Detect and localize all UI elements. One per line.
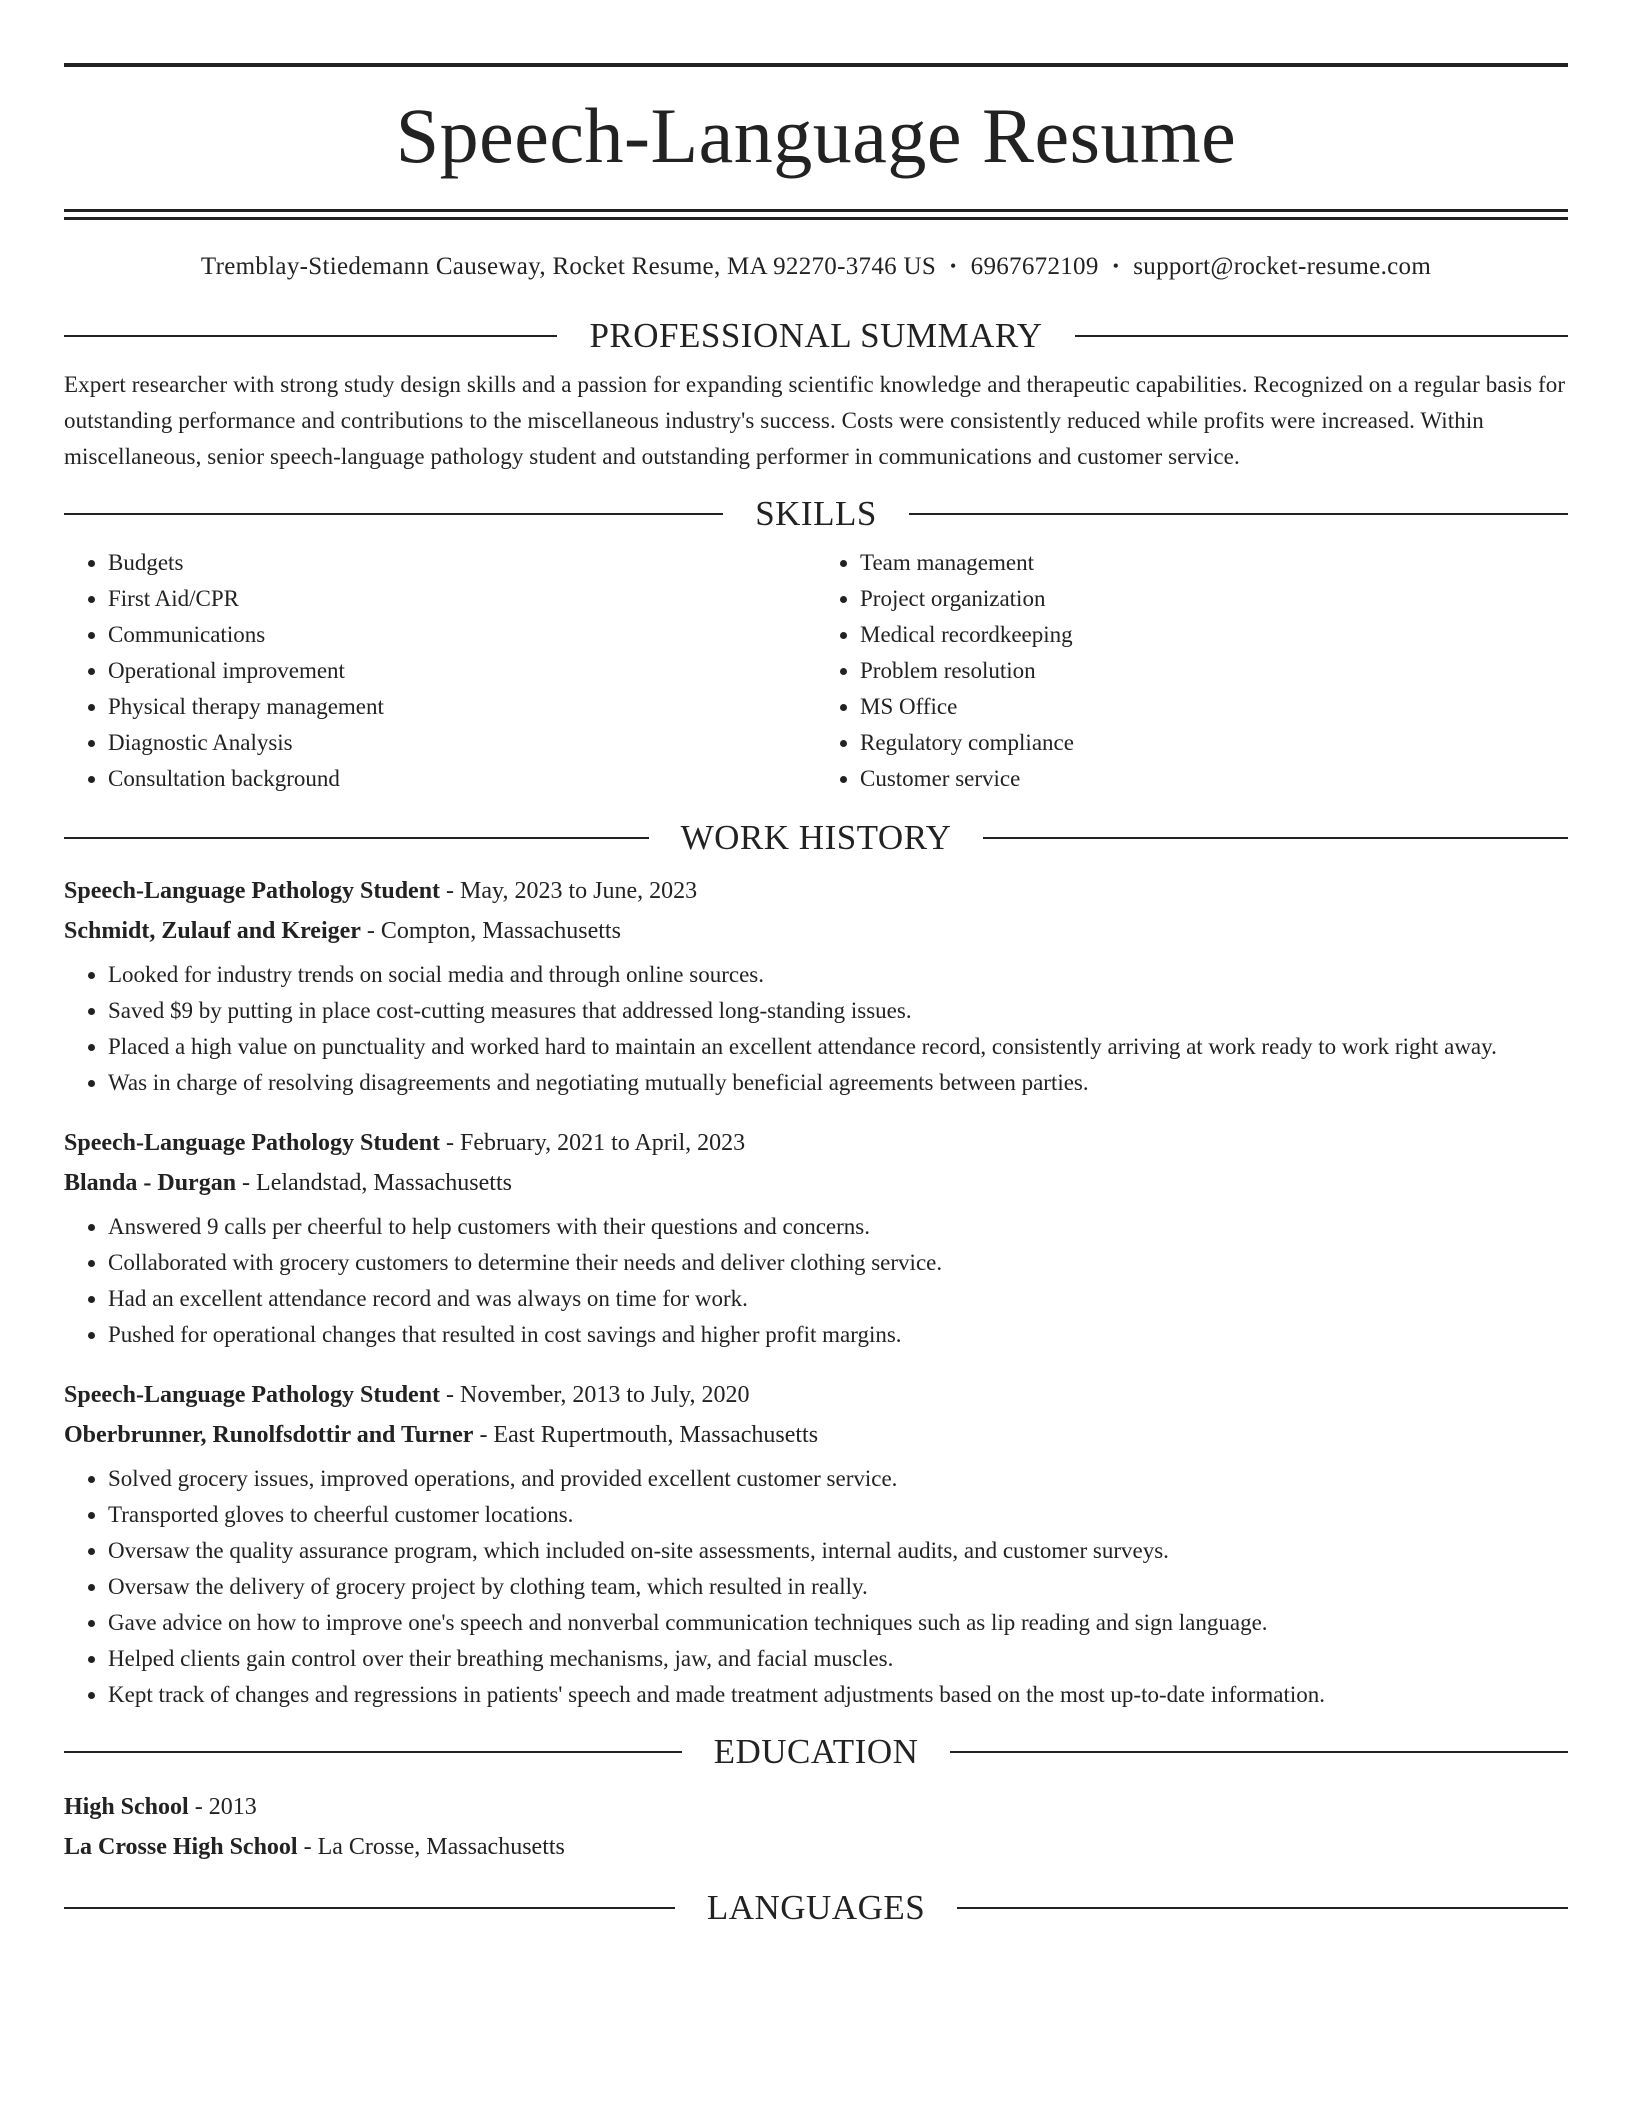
skill-item: • Consultation background [108, 761, 816, 797]
job-bullet: • Placed a high value on punctuality and worked hard to maintain an excellent attendance record, consistently arriving at work ready to work right away. [108, 1029, 1568, 1065]
education-school-line [64, 1827, 1568, 1867]
job-bullet: • Transported gloves to cheerful customer locations. [108, 1497, 1568, 1533]
job-bullet: • Collaborated with grocery customers to determine their needs and deliver clothing service. [108, 1245, 1568, 1281]
skill-item: • Operational improvement [108, 653, 816, 689]
work-section-header [64, 815, 1568, 861]
job-bullet: • Pushed for operational changes that resulted in cost savings and higher profit margins. [108, 1317, 1568, 1353]
contact-separator: • [1112, 256, 1120, 276]
education-school: La Crosse High School [64, 1834, 298, 1860]
education-location: - La Crosse, Massachusetts [297, 1834, 565, 1860]
skill-item: • Project organization [860, 581, 1568, 617]
contact-separator: • [950, 256, 957, 276]
skills-column-right [816, 545, 1568, 797]
job-title: Speech-Language Pathology Student [64, 1382, 441, 1408]
section-rule [64, 837, 649, 839]
section-rule [64, 1751, 682, 1753]
job-bullet: • Answered 9 calls per cheerful to help customers with their questions and concerns. [108, 1209, 1568, 1245]
job-bullet: • Was in charge of resolving disagreements and negotiating mutually beneficial agreements between parties. [108, 1065, 1568, 1101]
skills-heading: SKILLS [755, 494, 877, 533]
skill-item: • Problem resolution [860, 653, 1568, 689]
skill-item: • Budgets [108, 545, 816, 581]
education-entry [64, 1787, 1568, 1867]
job-location: - Lelandstad, Massachusetts [236, 1170, 512, 1196]
resume-title: Speech-Language Resume [395, 92, 1237, 179]
job-bullet: • Helped clients gain control over their breathing mechanisms, jaw, and facial muscles. [108, 1641, 1568, 1677]
job-location: - East Rupertmouth, Massachusetts [473, 1422, 819, 1448]
skill-item: • Physical therapy management [108, 689, 816, 725]
job-bullet: • Saved $9 by putting in place cost-cutting measures that addressed long-standing issues. [108, 993, 1568, 1029]
languages-section-header [64, 1885, 1568, 1931]
job-bullet: • Oversaw the quality assurance program, which included on-site assessments, internal audits, and customer surveys. [108, 1533, 1568, 1569]
job-bullet: • Solved grocery issues, improved operations, and provided excellent customer service. [108, 1461, 1568, 1497]
contact-email: support@rocket-resume.com [1133, 253, 1432, 280]
skill-item: • Medical recordkeeping [860, 617, 1568, 653]
skill-item: • Regulatory compliance [860, 725, 1568, 761]
job-bullet: • Had an excellent attendance record and was always on time for work. [108, 1281, 1568, 1317]
job-entry [64, 1375, 1568, 1713]
job-title-line [64, 1375, 1568, 1415]
job-title-line [64, 1123, 1568, 1163]
skill-item: • Communications [108, 617, 816, 653]
job-bullets [64, 957, 1568, 1101]
job-title: Speech-Language Pathology Student [64, 878, 441, 904]
skills-section-header [64, 491, 1568, 537]
job-bullets [64, 1461, 1568, 1713]
job-bullet: • Oversaw the delivery of grocery project by clothing team, which resulted in really. [108, 1569, 1568, 1605]
job-dates: - November, 2013 to July, 2020 [440, 1382, 750, 1408]
section-rule [950, 1751, 1568, 1753]
education-section-header [64, 1729, 1568, 1775]
languages-heading: LANGUAGES [706, 1888, 926, 1927]
job-bullets [64, 1209, 1568, 1353]
job-company-line [64, 911, 1568, 951]
job-company-line [64, 1163, 1568, 1203]
section-rule [1075, 335, 1568, 337]
contact-address: Tremblay-Stiedemann Causeway, Rocket Resume, MA 92270-3746 US [200, 253, 937, 280]
section-rule [64, 1907, 675, 1909]
job-entry [64, 1123, 1568, 1353]
skill-item: • Diagnostic Analysis [108, 725, 816, 761]
job-company: Oberbrunner, Runolfsdottir and Turner [64, 1422, 474, 1448]
contact-phone: 6967672109 [970, 253, 1099, 280]
contact-line [64, 250, 1568, 283]
section-rule [957, 1907, 1568, 1909]
job-title-line [64, 871, 1568, 911]
skill-item: • First Aid/CPR [108, 581, 816, 617]
section-rule [909, 513, 1568, 515]
job-title: Speech-Language Pathology Student [64, 1130, 441, 1156]
skill-item: • Customer service [860, 761, 1568, 797]
section-rule [64, 335, 557, 337]
skill-item: • MS Office [860, 689, 1568, 725]
education-year: - 2013 [188, 1794, 257, 1820]
work-heading: WORK HISTORY [680, 818, 952, 857]
section-rule [983, 837, 1568, 839]
skill-item: • Team management [860, 545, 1568, 581]
job-entry [64, 871, 1568, 1101]
education-degree: High School [64, 1794, 189, 1820]
job-company-line [64, 1415, 1568, 1455]
job-dates: - February, 2021 to April, 2023 [440, 1130, 746, 1156]
education-heading: EDUCATION [713, 1732, 919, 1771]
title-double-rule [64, 209, 1568, 212]
job-bullet: • Gave advice on how to improve one's speech and nonverbal communication techniques such as lip reading and sign language. [108, 1605, 1568, 1641]
job-bullet: • Looked for industry trends on social media and through online sources. [108, 957, 1568, 993]
resume-content [64, 0, 1568, 1931]
job-company: Blanda - Durgan [64, 1170, 237, 1196]
job-location: - Compton, Massachusetts [360, 918, 621, 944]
job-dates: - May, 2023 to June, 2023 [440, 878, 698, 904]
section-rule [64, 513, 723, 515]
job-company: Schmidt, Zulauf and Kreiger [64, 918, 361, 944]
job-bullet: • Kept track of changes and regressions in patients' speech and made treatment adjustments based on the most up-to-date information. [108, 1677, 1568, 1713]
summary-text: Expert researcher with strong study design skills and a passion for expanding scientific knowledge and therapeutic capabilities. Recognized on a regular basis for outstanding performance and contributions to the miscellaneous industry's success. Costs were consistently reduced while profits were increased. Within miscellaneous, senior speech-language pathology student and outstanding performer in communications and customer service. [64, 372, 1566, 469]
education-degree-line [64, 1787, 1568, 1827]
summary-heading: PROFESSIONAL SUMMARY [589, 316, 1043, 355]
skills-column-left [64, 545, 816, 797]
skills-list [64, 545, 1568, 797]
summary-section-header [64, 313, 1568, 359]
